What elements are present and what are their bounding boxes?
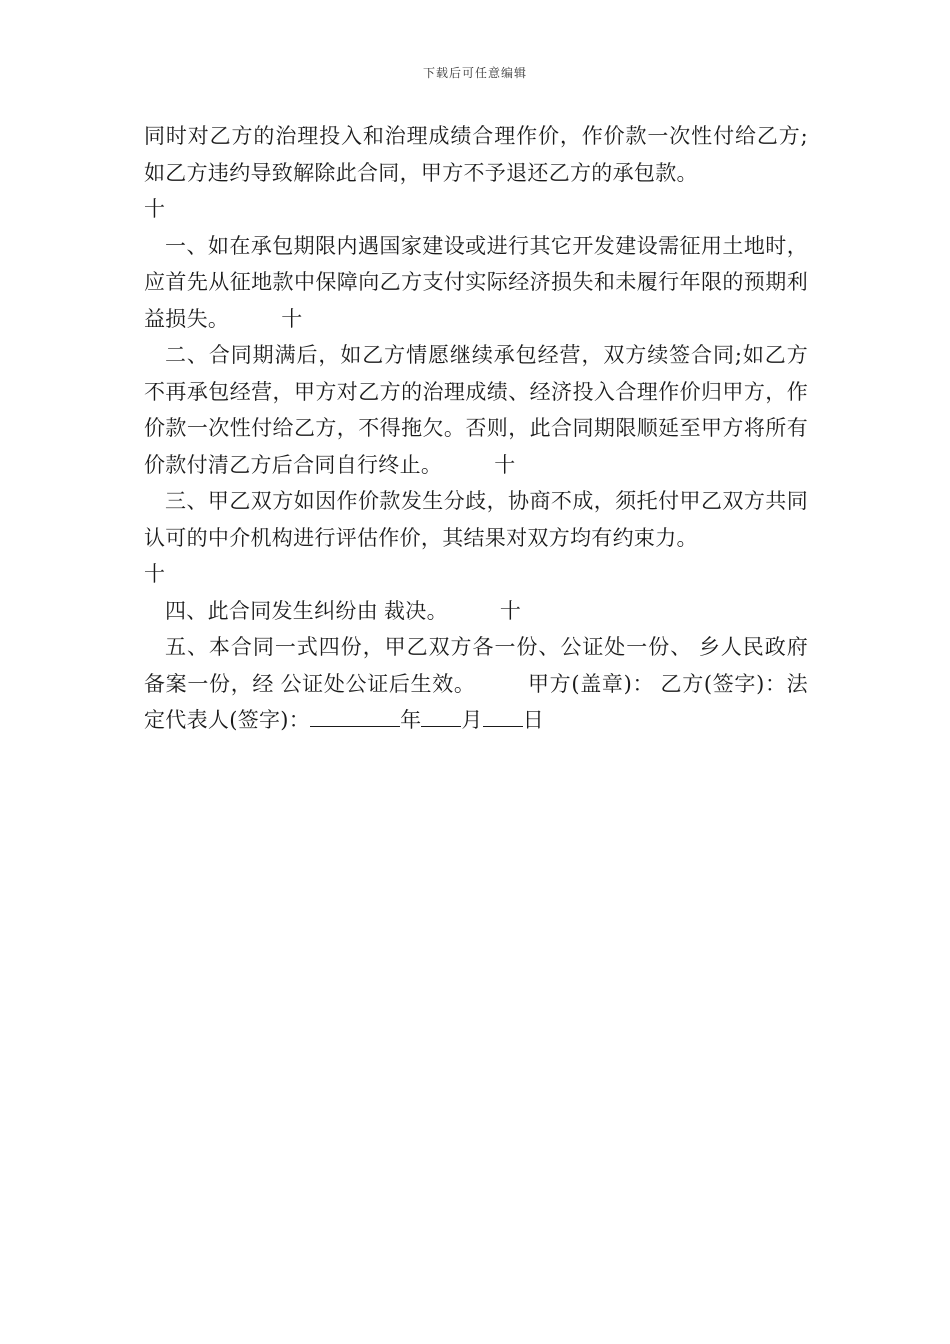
party-b-label: 乙方(签字)：	[660, 671, 787, 696]
legal-rep-label: 法定代表人(签字)：	[144, 671, 808, 732]
clause-two	[144, 337, 808, 483]
day-blank	[483, 704, 523, 727]
page-header-note: 下载后可任意编辑	[422, 66, 527, 80]
clause-two-text: 二、合同期满后，如乙方情愿继续承包经营，双方续签合同;如乙方不再承包经营，甲方对乙方的治理成绩、经济投入合理作价归甲方，作价款一次性付给乙方，不得拖欠。否则，此合同期限顺延至甲方将所有价款付清乙方后合同自行终止。	[144, 343, 808, 477]
clause-four-text-b: 裁决。	[384, 598, 448, 623]
clause-five-text-a: 五、本合同一式四份，甲乙双方各一份、公证处一份、	[165, 635, 693, 659]
clause-five-text-b: 乡人民政府备案一份，经	[144, 635, 808, 696]
clause-four-text-a: 四、此合同发生纠纷由	[165, 598, 378, 623]
clause-three	[144, 483, 808, 593]
clause-two-mark: 十	[494, 452, 516, 477]
paragraph-mark: 十	[144, 197, 166, 221]
clause-four-mark: 十	[499, 598, 522, 623]
year-label: 年	[400, 708, 422, 732]
month-label: 月	[461, 708, 483, 732]
paragraph-continuation	[144, 118, 808, 228]
clause-five	[144, 629, 808, 739]
clause-three-mark: 十	[144, 562, 166, 586]
paragraph-text: 同时对乙方的治理投入和治理成绩合理作价，作价款一次性付给乙方;如乙方违约导致解除此合同，甲方不予退还乙方的承包款。	[144, 124, 808, 185]
day-label: 日	[522, 708, 545, 732]
month-blank	[421, 704, 461, 727]
clause-three-text: 三、甲乙双方如因作价款发生分歧，协商不成，须托付甲乙双方共同认可的中介机构进行评估作价，其结果对双方均有约束力。	[144, 489, 808, 550]
clause-five-text-c: 公证处公证后生效。	[280, 671, 476, 696]
party-a-label: 甲方(盖章)：	[527, 671, 655, 696]
clause-four	[144, 593, 808, 630]
clause-one-text: 一、如在承包期限内遇国家建设或进行其它开发建设需征用土地时，应首先从征地款中保障向乙方支付实际经济损失和未履行年限的预期利益损失。	[144, 233, 808, 331]
clause-one	[144, 228, 808, 338]
year-blank	[310, 704, 400, 727]
contract-body	[144, 118, 808, 739]
clause-one-mark: 十	[281, 306, 303, 331]
